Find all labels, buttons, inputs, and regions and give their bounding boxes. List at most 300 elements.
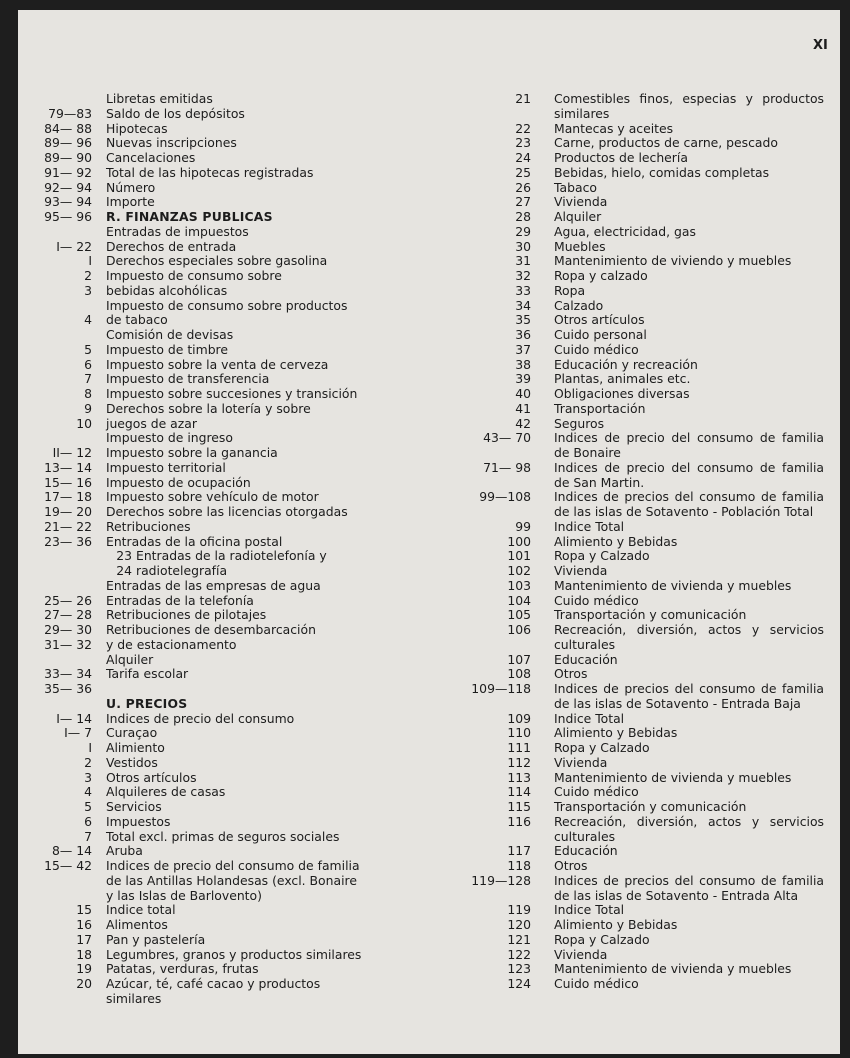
index-entry	[30, 623, 434, 638]
index-entry	[458, 844, 828, 859]
table-number: 103	[507, 577, 531, 593]
table-number: 101	[507, 548, 531, 564]
entry-text: Vestidos	[106, 754, 158, 770]
index-entry	[458, 358, 828, 373]
index-entry	[30, 107, 434, 122]
index-entry	[30, 948, 434, 963]
table-number: 118	[507, 858, 531, 873]
entry-text: Indices de precio del consumo de familia	[106, 858, 360, 873]
table-number: 122	[507, 946, 531, 962]
table-number: 40	[515, 386, 531, 401]
table-number: 43— 70	[483, 430, 531, 446]
index-entry	[458, 594, 828, 609]
table-number: 22	[515, 120, 531, 136]
table-number: 4	[84, 784, 92, 800]
entry-text: Curaçao	[106, 725, 158, 741]
table-number: I— 14	[56, 710, 92, 726]
table-number: 27— 28	[44, 607, 92, 623]
index-entry	[30, 166, 434, 181]
entry-text: Ropa y calzado	[554, 268, 648, 283]
entry-text: Entradas de las empresas de agua	[106, 577, 321, 593]
entry-text: R. FINANZAS PUBLICAS	[106, 209, 273, 224]
table-number: 41	[515, 400, 531, 416]
index-entry	[458, 210, 828, 225]
table-number: 113	[507, 769, 531, 785]
table-number: 92— 94	[44, 179, 92, 195]
index-entry	[458, 461, 828, 491]
table-number: 33	[515, 282, 531, 298]
index-entry	[458, 240, 828, 255]
entry-text: de tabaco	[106, 312, 168, 328]
index-entry	[458, 284, 828, 299]
table-number: 24	[515, 150, 531, 165]
index-entry	[30, 461, 434, 476]
table-number: 27	[515, 194, 531, 210]
index-entry	[30, 328, 434, 343]
entry-text: Cuido médico	[554, 592, 639, 608]
table-number: 112	[507, 754, 531, 770]
entry-text: Impuesto de transferencia	[106, 371, 270, 387]
entry-text: Impuesto de consumo sobre	[106, 268, 282, 283]
index-entry	[30, 505, 434, 520]
table-number: 10	[76, 415, 92, 431]
index-entry	[30, 844, 434, 859]
index-entry	[458, 313, 828, 328]
table-number: 89— 96	[44, 135, 92, 151]
entry-text: y de estacionamento	[106, 636, 237, 652]
entry-text: Transportación y comunicación	[554, 607, 747, 623]
entry-text: Indices de precio del consumo	[106, 710, 295, 726]
table-number: 99	[515, 518, 531, 534]
index-entry	[458, 815, 828, 845]
entry-text: Entradas de la radiotelefonía y	[136, 548, 327, 564]
table-number: 89— 90	[44, 150, 92, 165]
entry-text: Indices de precios del consumo de familia de las islas de Sotavento - Entrada Baja	[554, 681, 824, 711]
entry-text: Alimiento y Bebidas	[554, 725, 678, 741]
index-entry	[30, 181, 434, 196]
table-number: 33— 34	[44, 666, 92, 682]
entry-text: Bebidas, hielo, comidas completas	[554, 164, 770, 180]
index-entry	[458, 151, 828, 166]
entry-text: Recreación, diversión, actos y servicios culturales	[554, 813, 824, 844]
entry-text: y las Islas de Barlovento)	[106, 887, 262, 903]
table-number: 108	[507, 666, 531, 682]
table-number: 19— 20	[44, 504, 92, 519]
entry-text: Entradas de impuestos	[106, 223, 249, 239]
entry-text: Carne, productos de carne, pescado	[554, 135, 778, 151]
entry-text: Vivienda	[554, 563, 608, 578]
index-entry	[458, 490, 828, 520]
table-number: 115	[507, 799, 531, 814]
entry-text: Impuesto territorial	[106, 459, 226, 475]
entry-text: Mantenimiento de viviendo y muebles	[554, 253, 792, 269]
index-entry	[30, 402, 434, 417]
entry-text: Azúcar, té, café cacao y productos	[106, 976, 321, 991]
table-number: 5	[84, 341, 92, 357]
table-number: 34	[515, 297, 531, 313]
entry-text: Impuesto de timbre	[106, 341, 229, 357]
index-entry	[30, 269, 434, 284]
index-entry	[458, 785, 828, 800]
index-entry	[30, 254, 434, 269]
table-number: 2	[84, 754, 92, 770]
index-entry	[458, 712, 828, 727]
entry-text: bebidas alcohólicas	[106, 282, 228, 298]
table-number: 109—118	[471, 681, 531, 696]
entry-text: Vivienda	[554, 946, 608, 962]
entry-text: Alquiler	[554, 209, 602, 224]
index-entry	[458, 608, 828, 623]
index-entry	[30, 225, 434, 240]
entry-text: Impuesto de ocupación	[106, 474, 251, 490]
index-entry	[30, 535, 434, 550]
table-number: 106	[507, 622, 531, 637]
entry-text: Aruba	[106, 843, 143, 859]
entry-text: Impuesto sobre la venta de cerveza	[106, 356, 329, 372]
index-entry	[458, 948, 828, 963]
index-entry	[30, 210, 434, 225]
entry-text: Indice total	[106, 902, 176, 918]
index-entry	[30, 992, 434, 1007]
document-page	[18, 10, 840, 1054]
index-entry	[30, 136, 434, 151]
entry-text: Indice Total	[554, 902, 625, 918]
index-entry	[458, 122, 828, 137]
entry-text: Importe	[106, 194, 155, 210]
entry-text: Tarifa escolar	[106, 666, 189, 682]
entry-text: Indices de precio del consumo de familia de San Martin.	[554, 459, 824, 490]
index-entry	[30, 313, 434, 328]
index-entry	[30, 594, 434, 609]
table-number: 79—83	[48, 105, 92, 121]
table-number: 71— 98	[483, 459, 531, 475]
index-entry	[30, 476, 434, 491]
index-entry	[30, 712, 434, 727]
entry-text: Vivienda	[554, 754, 608, 770]
table-number: 42	[515, 415, 531, 431]
entry-text: Plantas, animales etc.	[554, 371, 691, 387]
index-entry	[30, 918, 434, 933]
table-number: 29	[515, 223, 531, 239]
index-entry	[30, 667, 434, 682]
index-entry	[458, 667, 828, 682]
index-entry	[458, 564, 828, 579]
table-number: 84— 88	[44, 120, 92, 136]
table-number: 121	[507, 931, 531, 947]
index-entry	[458, 92, 828, 122]
table-number: 7	[84, 828, 92, 844]
table-number: 35	[515, 312, 531, 328]
table-number: 8	[84, 386, 92, 401]
entry-text: Cuido médico	[554, 341, 639, 357]
entry-text: Retribuciones de pilotajes	[106, 607, 267, 623]
entry-text: Seguros	[554, 415, 605, 431]
entry-text: Educación y recreación	[554, 356, 698, 372]
index-entry	[458, 653, 828, 668]
index-entry	[30, 741, 434, 756]
entry-text: Tabaco	[554, 179, 597, 195]
table-number: 39	[515, 371, 531, 387]
entry-text: Educación	[554, 651, 618, 667]
table-number: I	[88, 253, 92, 269]
entry-text: Entradas de la telefonía	[106, 592, 254, 608]
index-entry	[458, 623, 828, 653]
table-number: I	[88, 740, 92, 755]
index-entry	[458, 903, 828, 918]
entry-text: Total de las hipotecas registradas	[106, 164, 314, 180]
index-entry	[458, 520, 828, 535]
table-number: 116	[507, 813, 531, 829]
table-number: 8— 14	[52, 843, 92, 859]
table-number: 6	[84, 813, 92, 829]
entry-text: de las Antillas Holandesas (excl. Bonaire	[106, 872, 357, 888]
entry-text: Nuevas inscripciones	[106, 135, 237, 151]
page-number: XI	[813, 38, 828, 53]
table-number: 124	[507, 976, 531, 991]
index-entry	[30, 977, 434, 992]
index-entry	[30, 800, 434, 815]
index-entry	[30, 549, 434, 564]
entry-text: Indice Total	[554, 518, 625, 534]
table-number: 111	[507, 740, 531, 755]
index-entry	[458, 166, 828, 181]
entry-text: Vivienda	[554, 194, 608, 210]
entry-text: Otros artículos	[554, 312, 645, 328]
index-entry	[458, 756, 828, 771]
index-entry	[458, 136, 828, 151]
table-number: 15	[76, 902, 92, 918]
index-entry	[30, 92, 434, 107]
index-entry	[458, 417, 828, 432]
table-number: 2	[84, 268, 92, 283]
table-number: 119—128	[471, 872, 531, 888]
index-entry	[30, 284, 434, 299]
entry-text: Impuesto de ingreso	[106, 430, 233, 446]
index-entry	[458, 549, 828, 564]
table-number: 17	[76, 931, 92, 947]
entry-text: Patatas, verduras, frutas	[106, 961, 259, 977]
index-entry	[30, 579, 434, 594]
table-number: II— 12	[52, 445, 92, 460]
index-entry	[458, 579, 828, 594]
entry-text: Otros	[554, 858, 588, 873]
index-entry	[458, 181, 828, 196]
table-number: 18	[76, 946, 92, 962]
entry-text: Ropa	[554, 282, 586, 298]
index-entry	[458, 299, 828, 314]
entry-text: Cuido médico	[554, 784, 639, 800]
table-number: 109	[507, 710, 531, 726]
entry-text: Cuido médico	[554, 976, 639, 991]
table-number: 3	[84, 769, 92, 785]
table-number: I— 7	[64, 725, 92, 741]
index-entry	[30, 933, 434, 948]
entry-text: Saldo de los depósitos	[106, 105, 245, 121]
entry-text: Ropa y Calzado	[554, 548, 650, 564]
index-entry	[30, 564, 434, 579]
table-number: 26	[515, 179, 531, 195]
entry-text: Servicios	[106, 799, 162, 814]
index-entry	[458, 195, 828, 210]
table-number: 114	[507, 784, 531, 800]
entry-text: Alimiento y Bebidas	[554, 917, 678, 932]
entry-text: Educación	[554, 843, 618, 859]
index-entry	[458, 771, 828, 786]
table-number: 38	[515, 356, 531, 372]
index-entry	[458, 372, 828, 387]
index-entry	[30, 903, 434, 918]
table-number: 95— 96	[44, 209, 92, 224]
table-number: 99—108	[479, 489, 531, 505]
left-column-index	[30, 92, 434, 1007]
table-number: 9	[84, 400, 92, 416]
table-number: 119	[507, 902, 531, 918]
entry-text: Agua, electricidad, gas	[554, 223, 696, 239]
table-number: 91— 92	[44, 164, 92, 180]
entry-text: radiotelegrafía	[136, 563, 228, 578]
entry-text: similares	[106, 990, 162, 1006]
entry-text: Impuesto sobre la ganancia	[106, 445, 278, 460]
entry-text: Derechos especiales sobre gasolina	[106, 253, 328, 269]
index-entry	[30, 815, 434, 830]
index-entry	[30, 785, 434, 800]
entry-text: Alimiento	[106, 740, 165, 755]
entry-text: Número	[106, 179, 156, 195]
table-number: 15— 16	[44, 474, 92, 490]
entry-text: Mantecas y aceites	[554, 120, 674, 136]
table-number: 93— 94	[44, 194, 92, 210]
table-number: 25	[515, 164, 531, 180]
table-number: I— 22	[56, 238, 92, 254]
table-number: 30	[515, 238, 531, 254]
index-entry	[30, 446, 434, 461]
entry-text: Derechos sobre la lotería y sobre	[106, 400, 311, 416]
entry-text: Impuesto sobre succesiones y transición	[106, 386, 358, 401]
table-number: 13— 14	[44, 459, 92, 475]
table-number: 25— 26	[44, 592, 92, 608]
index-entry	[458, 741, 828, 756]
index-entry	[30, 962, 434, 977]
index-entry	[30, 608, 434, 623]
entry-text: Retribuciones	[106, 518, 191, 534]
table-number: 117	[507, 843, 531, 859]
table-number: 20	[76, 976, 92, 991]
index-entry	[30, 859, 434, 874]
index-entry	[458, 343, 828, 358]
table-number: 16	[76, 917, 92, 932]
index-entry	[458, 254, 828, 269]
entry-text: Impuestos	[106, 813, 171, 829]
table-number: 7	[84, 371, 92, 387]
index-entry	[30, 874, 434, 889]
entry-text: Impuesto sobre vehículo de motor	[106, 489, 319, 505]
entry-text: Derechos de entrada	[106, 238, 237, 254]
entry-text: U. PRECIOS	[106, 695, 188, 711]
table-number: 28	[515, 209, 531, 224]
index-entry	[30, 520, 434, 535]
table-number: 31	[515, 253, 531, 269]
table-number: 123	[507, 961, 531, 977]
index-entry	[458, 535, 828, 550]
entry-text: Mantenimiento de vivienda y muebles	[554, 769, 792, 785]
entry-text: Alimentos	[106, 917, 168, 932]
entry-text: Productos de lechería	[554, 150, 688, 165]
entry-text: Ropa y Calzado	[554, 740, 650, 755]
entry-text: Indices de precio del consumo de familia de Bonaire	[554, 430, 824, 460]
index-entry	[30, 343, 434, 358]
table-number: 29— 30	[44, 622, 92, 637]
entry-text: Muebles	[554, 238, 606, 254]
index-entry	[30, 889, 434, 904]
entry-text: Derechos sobre las licencias otorgadas	[106, 504, 348, 519]
entry-text: Entradas de la oficina postal	[106, 533, 283, 549]
index-entry	[458, 387, 828, 402]
table-number: 23	[116, 548, 132, 564]
index-entry	[458, 977, 828, 992]
entry-text: Cancelaciones	[106, 150, 196, 165]
index-entry	[458, 962, 828, 977]
index-entry	[30, 195, 434, 210]
index-entry	[458, 726, 828, 741]
entry-text: Retribuciones de desembarcación	[106, 622, 316, 637]
table-number: 32	[515, 268, 531, 283]
index-entry	[30, 431, 434, 446]
index-entry	[30, 653, 434, 668]
index-entry	[458, 859, 828, 874]
index-entry	[30, 372, 434, 387]
entry-text: Mantenimiento de vivienda y muebles	[554, 961, 792, 977]
entry-text: Mantenimiento de vivienda y muebles	[554, 577, 792, 593]
table-number: 5	[84, 799, 92, 814]
table-number: 31— 32	[44, 636, 92, 652]
index-entry	[30, 726, 434, 741]
entry-text: Indice Total	[554, 710, 625, 726]
entry-text: Cuido personal	[554, 327, 647, 342]
entry-text: Comisión de devisas	[106, 327, 234, 342]
entry-text: Alquileres de casas	[106, 784, 226, 800]
table-number: 24	[116, 563, 132, 578]
entry-text: Recreación, diversión, actos y servicios culturales	[554, 622, 824, 652]
index-entry	[30, 387, 434, 402]
index-entry	[458, 918, 828, 933]
table-number: 21— 22	[44, 518, 92, 534]
entry-text: juegos de azar	[106, 415, 197, 431]
entry-text: Alimiento y Bebidas	[554, 533, 678, 549]
entry-text: Indices de precios del consumo de familia de las islas de Sotavento - Población Total	[554, 489, 824, 519]
index-entry	[30, 697, 434, 712]
entry-text: Libretas emitidas	[106, 91, 213, 106]
entry-text: Comestibles finos, especias y productos similares	[554, 91, 824, 121]
table-number: 36	[515, 327, 531, 342]
index-entry	[30, 771, 434, 786]
index-entry	[30, 358, 434, 373]
index-entry	[458, 933, 828, 948]
index-entry	[30, 299, 434, 314]
entry-text: Pan y pastelería	[106, 931, 206, 947]
entry-text: Otros artículos	[106, 769, 197, 785]
table-number: 100	[507, 533, 531, 549]
entry-text: Hipotecas	[106, 120, 168, 136]
index-entry	[30, 240, 434, 255]
entry-text: Otros	[554, 666, 588, 682]
index-entry	[30, 417, 434, 432]
entry-text: Alquiler	[106, 651, 154, 667]
entry-text: Indices de precios del consumo de familia de las islas de Sotavento - Entrada Alta	[554, 872, 824, 903]
entry-text: Total excl. primas de seguros sociales	[106, 828, 340, 844]
index-entry	[458, 328, 828, 343]
entry-text: Transportación	[554, 400, 646, 416]
entry-text: Obligaciones diversas	[554, 386, 690, 401]
